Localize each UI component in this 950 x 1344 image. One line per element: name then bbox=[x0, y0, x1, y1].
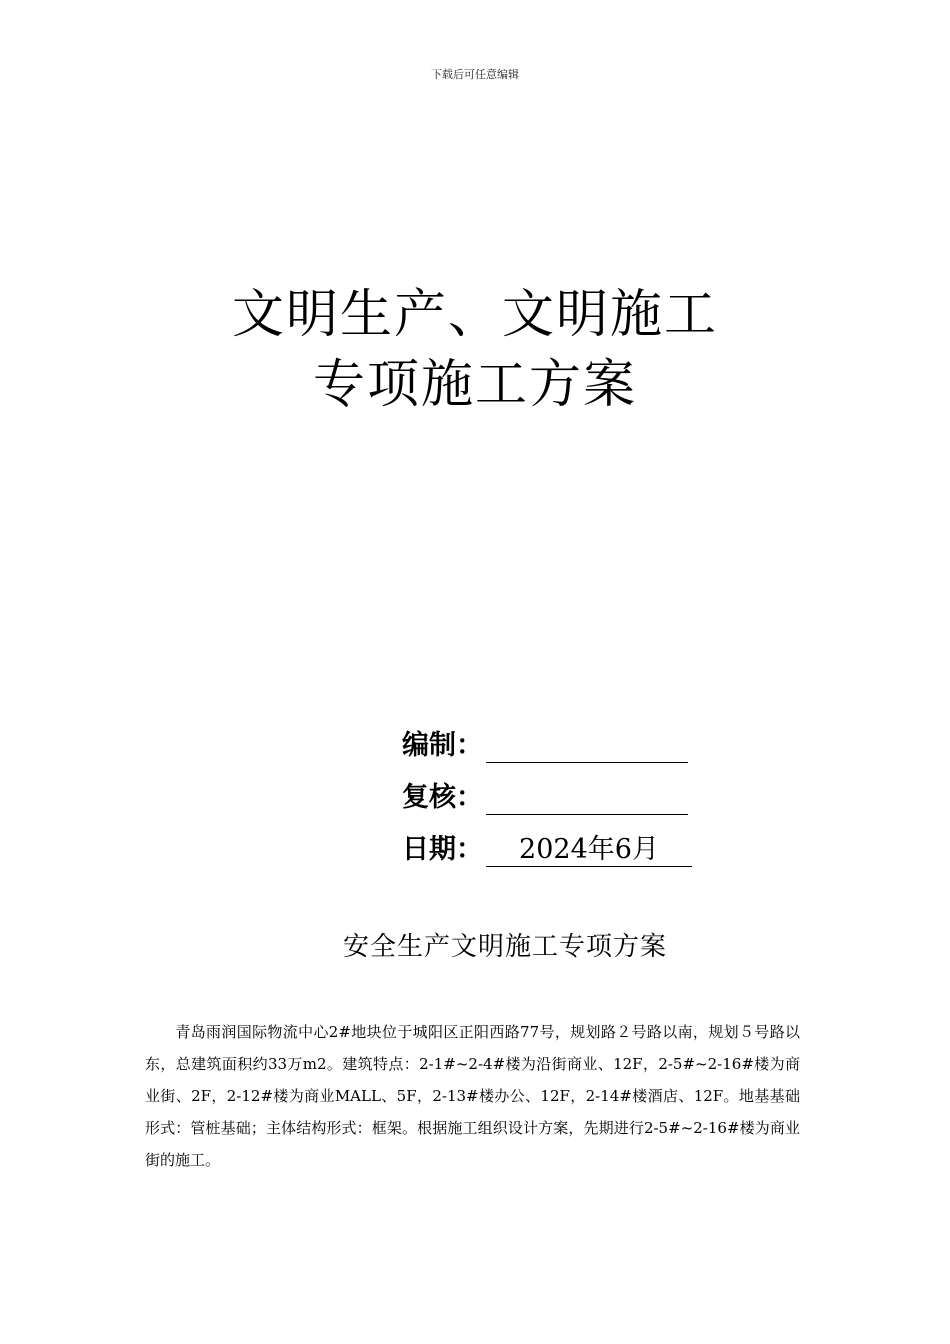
document-title bbox=[0, 280, 950, 420]
section-title: 安全生产文明施工专项方案 bbox=[342, 932, 667, 962]
editor-label: 编制： bbox=[402, 730, 483, 761]
body-paragraph bbox=[145, 1016, 800, 1176]
date-label: 日期： bbox=[402, 834, 483, 865]
date-value: 2024年6月 bbox=[486, 830, 692, 867]
document-title-line-1: 文明生产、文明施工 bbox=[231, 285, 718, 345]
body-paragraph-text: 青岛雨润国际物流中心2#地块位于城阳区正阳西路77号，规划路２号路以南，规划５号路以东，总建筑面积约33万m2。建筑特点：2-1#~2-4#楼为沿街商业、12F，2-5#~2-16#楼为商业街、2F，2-12#楼为商业MALL、5F，2-13#楼办公、12F，2-14#楼酒店、12F。地基基础形式：管桩基础；主体结构形式：框架。根据施工组织设计方案，先期进行2-5#~2-16#楼为商业街的施工。 bbox=[145, 1023, 800, 1169]
document-title-line-2: 专项施工方案 bbox=[312, 355, 637, 415]
reviewer-blank-line bbox=[486, 784, 688, 815]
editor-blank-line bbox=[486, 732, 688, 763]
header-note: 下载后可任意编辑 bbox=[431, 68, 519, 81]
reviewer-label: 复核： bbox=[402, 782, 483, 813]
